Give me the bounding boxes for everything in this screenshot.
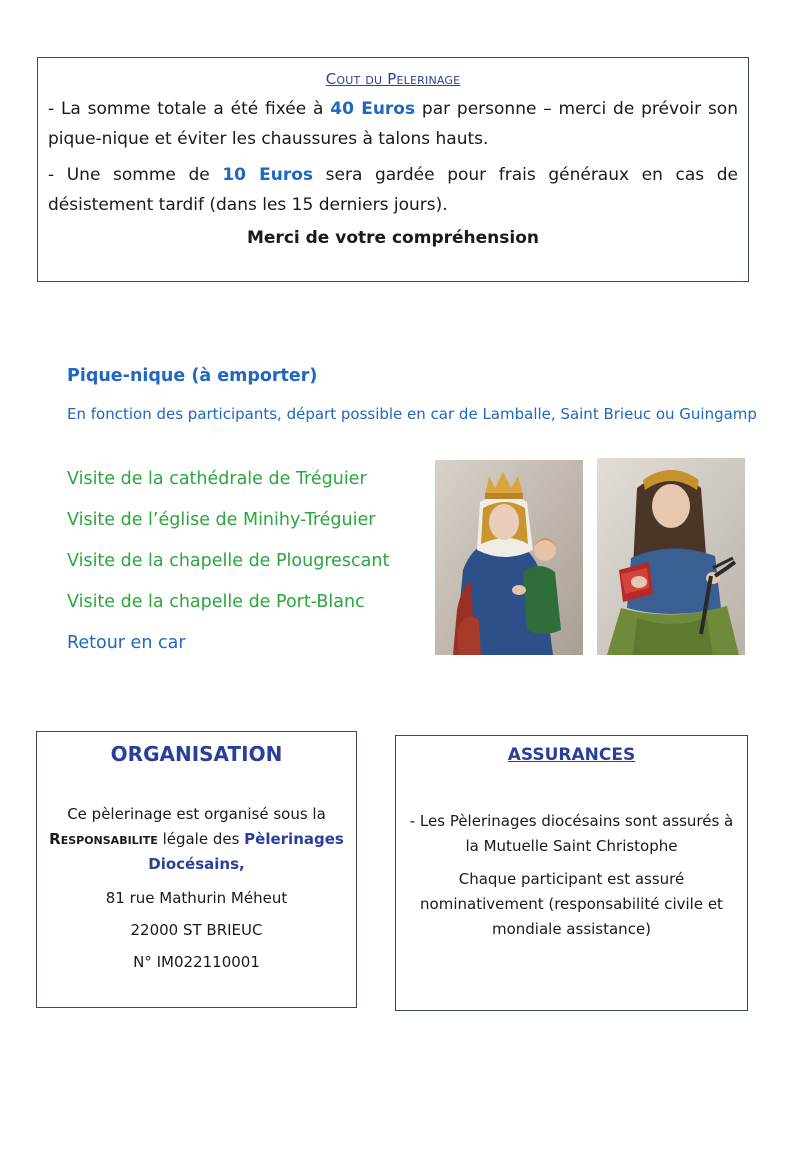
cost-box: [37, 57, 749, 282]
visit-item: Visite de la cathédrale de Tréguier: [67, 469, 367, 489]
cost-p1-text-a: - La somme totale a été fixée à: [48, 99, 331, 119]
assurances-title: ASSURANCES: [507, 745, 636, 765]
statue-virgin-child-image: [435, 460, 583, 655]
organisation-name: Pèlerinages Diocésains,: [148, 830, 344, 873]
assurances-text-2: Chaque participant est assuré nominativement (responsabilité civile et mondiale assistance): [420, 870, 723, 938]
organisation-registration: N° IM022110001: [133, 953, 260, 971]
cost-paragraph-1: [48, 94, 738, 154]
organisation-text-b: légale des: [157, 830, 245, 848]
cost-total-amount: 40 Euros: [330, 99, 416, 119]
program-section: [67, 364, 771, 427]
cost-p2-text-b: sera gardée pour frais généraux en cas de désistement tardif (dans les 15 derniers jours).: [48, 165, 738, 215]
cost-p1-text-b: par personne – merci de prévoir son pique-nique et éviter les chaussures à talons hauts.: [48, 99, 738, 149]
organisation-responsibility: Responsabilite: [49, 830, 158, 848]
statue-virgin-child-photo: [435, 460, 583, 655]
organisation-text-a: Ce pèlerinage est organisé sous la: [67, 805, 326, 823]
visit-list: [67, 465, 389, 670]
program-description: En fonction des participants, départ possible en car de Lamballe, Saint Brieuc ou Guingamp: [67, 405, 757, 423]
assurances-text-1: - Les Pèlerinages diocésains sont assurés à la Mutuelle Saint Christophe: [409, 812, 734, 855]
return-item: Retour en car: [67, 633, 186, 653]
cost-title: Cout du Pelerinage: [325, 70, 461, 88]
cost-p2-text-a: - Une somme de: [48, 165, 223, 185]
organisation-title: ORGANISATION: [110, 742, 283, 766]
cost-fee-amount: 10 Euros: [222, 165, 314, 185]
visit-item: Visite de la chapelle de Plougrescant: [67, 551, 390, 571]
cost-paragraph-2: [48, 160, 738, 220]
visit-item: Visite de la chapelle de Port-Blanc: [67, 592, 365, 612]
organisation-box: [36, 731, 357, 1008]
organisation-text: [37, 802, 356, 877]
statue-saint-photo: [597, 458, 745, 655]
cost-thanks: Merci de votre compréhension: [246, 228, 539, 248]
program-heading: Pique-nique (à emporter): [67, 366, 318, 386]
organisation-address: 81 rue Mathurin Méheut: [105, 889, 288, 907]
statue-saint-image: [597, 458, 745, 655]
assurances-box: [395, 735, 748, 1011]
visit-item: Visite de l’église de Minihy-Tréguier: [67, 510, 376, 530]
organisation-city: 22000 ST BRIEUC: [130, 921, 263, 939]
